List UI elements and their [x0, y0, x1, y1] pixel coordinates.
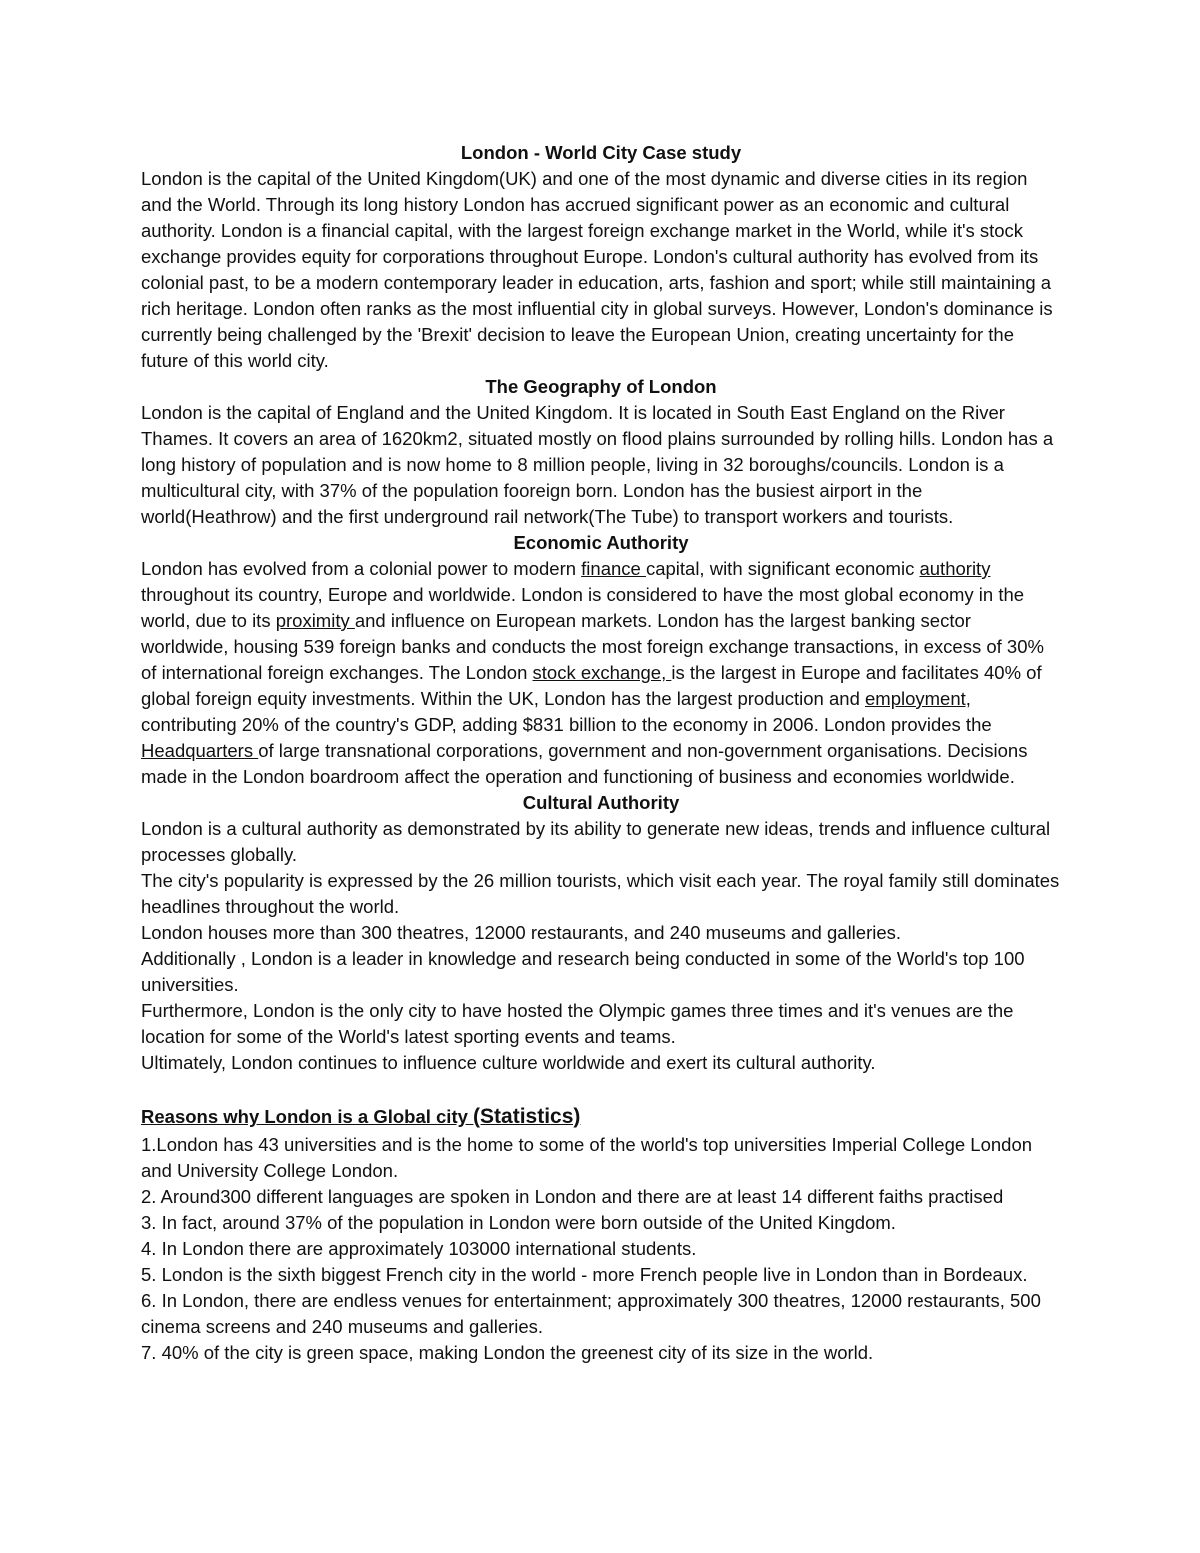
economic-text: throughout its country, Europe and worldwide. London is considered to have the most global economy in the world, due to its [141, 584, 1025, 631]
document-page [141, 140, 1061, 1366]
list-item: 1.London has 43 universities and is the home to some of the world's top universities Imperial College London and University College London. [141, 1134, 1033, 1181]
list-item: 3. In fact, around 37% of the population in London were born outside of the United Kingdom. [141, 1212, 896, 1233]
document-title: London - World City Case study [460, 142, 742, 163]
geography-paragraph: London is the capital of England and the United Kingdom. It is located in South East England on the River Thames. It covers an area of 1620km2, situated mostly on flood plains surrounded by rolling hills. London has a long history of population and is now home to 8 million people, living in 32 boroughs/councils. London is a multicultural city, with 37% of the population fooreign born. London has the busiest airport in the world(Heathrow) and the first underground rail network(The Tube) to transport workers and tourists. [141, 402, 1054, 527]
economic-paragraph [141, 556, 1061, 790]
list-item: 4. In London there are approximately 103000 international students. [141, 1238, 697, 1259]
reasons-heading-text: Reasons why London is a Global city [141, 1106, 474, 1127]
economic-text: of large transnational corporations, government and non-government organisations. Decisions made in the London boardroom affect the operation and functioning of business and economies worldwide. [141, 740, 1028, 787]
reasons-heading [141, 1102, 1061, 1132]
cultural-paragraph-3: London houses more than 300 theatres, 12000 restaurants, and 240 museums and galleries. [141, 922, 902, 943]
economic-text: contributing 20% of the country's GDP, adding $831 billion to the economy in 2006. London provides the [141, 714, 992, 735]
list-item: 7. 40% of the city is green space, making London the greenest city of its size in the world. [141, 1342, 874, 1363]
economic-text: and influence on European markets. London has the largest banking sector worldwide, housing 539 foreign banks and conducts the most foreign exchange transactions, in excess of 30% of international foreign exchanges. The London [141, 610, 1044, 683]
cultural-heading: Cultural Authority [522, 792, 680, 813]
economic-text: London has evolved from a colonial power to modern [141, 558, 582, 579]
list-item: 5. London is the sixth biggest French city in the world - more French people live in London than in Bordeaux. [141, 1264, 1028, 1285]
finance-underlined: finance [581, 558, 646, 579]
proximity-underlined: proximity [275, 610, 355, 631]
stock-exchange-underlined: stock exchange, [532, 662, 672, 683]
list-item: 2. Around300 different languages are spoken in London and there are at least 14 different faiths practised [141, 1186, 1004, 1207]
cultural-paragraph-5: Furthermore, London is the only city to have hosted the Olympic games three times and it's venues are the location for some of the World's latest sporting events and teams. [141, 1000, 1014, 1047]
geography-heading: The Geography of London [485, 376, 717, 397]
cultural-paragraph-1: London is a cultural authority as demonstrated by its ability to generate new ideas, trends and influence cultural processes globally. [141, 818, 1051, 865]
cultural-paragraph-6: Ultimately, London continues to influence culture worldwide and exert its cultural authority. [141, 1052, 876, 1073]
cultural-paragraph-2: The city's popularity is expressed by the 26 million tourists, which visit each year. The royal family still dominates headlines throughout the world. [141, 870, 1060, 917]
economic-text: is the largest in Europe and facilitates 40% of global foreign equity investments. Within the UK, London has the largest production and [141, 662, 1042, 709]
economic-heading: Economic Authority [513, 532, 689, 553]
employment-underlined: employment, [865, 688, 971, 709]
cultural-paragraph-4: Additionally , London is a leader in knowledge and research being conducted in some of the World's top 100 universities. [141, 948, 1025, 995]
headquarters-underlined: Headquarters [141, 740, 259, 761]
list-item: 6. In London, there are endless venues for entertainment; approximately 300 theatres, 12000 restaurants, 500 cinema screens and 240 museums and galleries. [141, 1290, 1041, 1337]
section-spacer [141, 1076, 1061, 1102]
economic-text: capital, with significant economic [645, 558, 920, 579]
reasons-heading-statistics: (Statistics) [473, 1105, 581, 1128]
intro-paragraph: London is the capital of the United Kingdom(UK) and one of the most dynamic and diverse cities in its region and the World. Through its long history London has accrued significant power as an economic and cultural authority. London is a financial capital, with the largest foreign exchange market in the World, while it's stock exchange provides equity for corporations throughout Europe. London's cultural authority has evolved from its colonial past, to be a modern contemporary leader in education, arts, fashion and sport; while still maintaining a rich heritage. London often ranks as the most influential city in global surveys. However, London's dominance is currently being challenged by the 'Brexit' decision to leave the European Union, creating uncertainty for the future of this world city. [141, 168, 1053, 371]
authority-underlined: authority [919, 558, 991, 579]
